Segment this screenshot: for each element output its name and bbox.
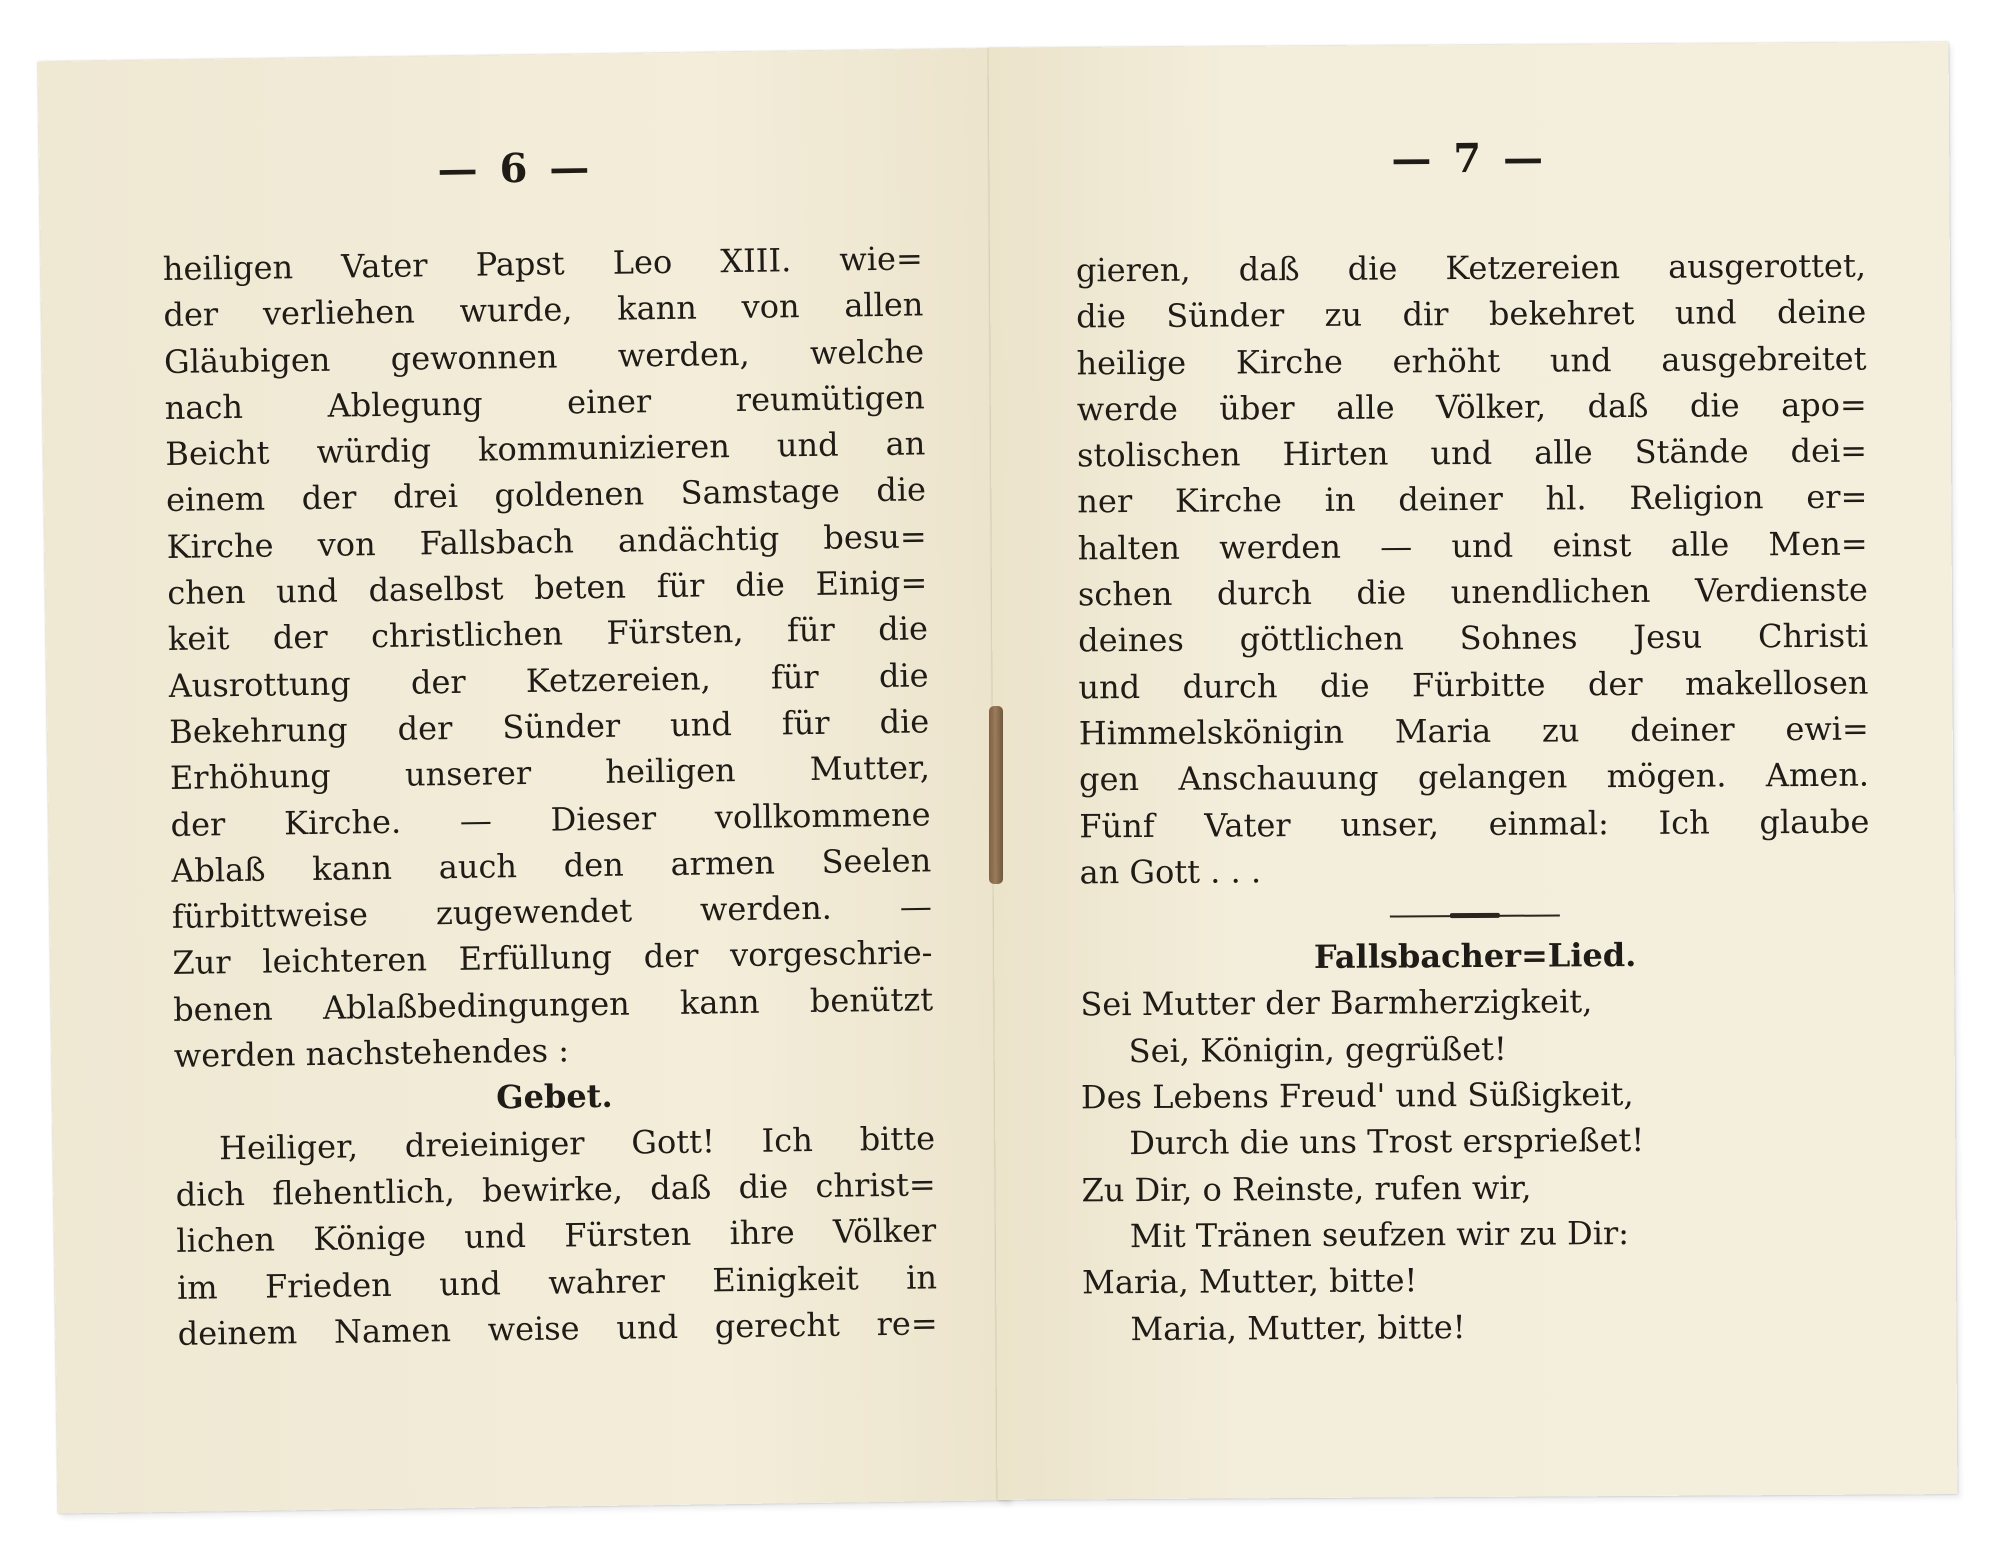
text-line: Ablaß kann auch den armen Seelen — [170, 841, 932, 890]
song-line: Des Lebens Freud' und Süßigkeit, — [1080, 1075, 1634, 1117]
text-line: Erhöhung unserer heiligen Mutter, — [169, 748, 931, 798]
text-line: nach Ablegung einer reumütigen — [164, 378, 925, 427]
song-line: Mit Tränen seufzen wir zu Dir: — [1129, 1213, 1630, 1256]
song-title: Fallsbacher=Lied. — [1313, 936, 1637, 977]
song-line: Zu Dir, o Reinste, rufen wir, — [1081, 1168, 1532, 1210]
song-line: Sei Mutter der Barmherzigkeit, — [1080, 982, 1593, 1024]
text-line: deinem Namen weise und gerecht re= — [177, 1304, 938, 1353]
text-line: Kirche von Fallsbach andächtig besu= — [166, 517, 927, 566]
text-line: der Kirche. — Dieser vollkommene — [170, 794, 931, 844]
text-line: und durch die Fürbitte der makellosen — [1078, 663, 1869, 707]
text-line: einem der drei goldenen Samstage die — [165, 470, 927, 520]
text-line: gen Anschauung gelangen mögen. Amen. — [1078, 755, 1870, 799]
text-line: stolischen Hirten und alle Stände dei= — [1076, 431, 1868, 475]
text-line: Himmelskönigin Maria zu deiner ewi= — [1078, 709, 1869, 753]
song-line: Maria, Mutter, bitte! — [1130, 1307, 1466, 1348]
text-line: fürbittweise zugewendet werden. — — [171, 887, 933, 937]
text-line: heilige Kirche erhöht und ausgebreitet — [1076, 339, 1867, 383]
page-number-left: — 6 — — [437, 143, 594, 194]
text-line: chen und daselbst beten für die Einig= — [167, 563, 928, 613]
left-page-text — [162, 235, 937, 1357]
text-line: gieren, daß die Ketzereien ausgerottet, — [1075, 246, 1867, 290]
text-line: im Frieden und wahrer Einigkeit in — [176, 1257, 938, 1307]
left-paragraph-2 — [175, 1115, 938, 1357]
page-number-right: — 7 — — [1391, 134, 1548, 183]
song-line: Sei, Königin, gegrüßet! — [1128, 1029, 1507, 1070]
text-line: ner Kirche in deiner hl. Religion er= — [1077, 478, 1868, 521]
left-page — [38, 48, 1010, 1513]
text-line: benen Ablaßbedingungen kann benützt — [172, 980, 934, 1029]
ornamental-rule — [1390, 907, 1560, 926]
text-line: halten werden — und einst alle Men= — [1077, 524, 1868, 568]
song-line: Maria, Mutter, bitte! — [1082, 1261, 1418, 1302]
text-line: Heiliger, dreieiniger Gott! Ich bitte — [218, 1118, 936, 1167]
text-line: Zur leichteren Erfüllung der vorgeschrie- — [172, 933, 933, 983]
right-page-text — [1076, 243, 1873, 1353]
text-line: Ausrottung der Ketzereien, für die — [168, 656, 929, 705]
left-paragraph-1 — [162, 235, 934, 1079]
right-paragraph-1 — [1076, 243, 1870, 896]
prayer-heading: Gebet. — [495, 1077, 613, 1117]
binding-staple — [989, 706, 1003, 884]
text-line: deines göttlichen Sohnes Jesu Christi — [1078, 616, 1869, 660]
text-line: an Gott . . . — [1079, 852, 1262, 892]
text-line: werden nachstehendes : — [173, 1031, 570, 1075]
text-line: Beicht würdig kommunizieren und an — [165, 424, 926, 474]
right-page — [989, 42, 1958, 1500]
text-line: lichen Könige und Fürsten ihre Völker — [176, 1211, 937, 1261]
text-line: schen durch die unendlichen Verdienste — [1077, 570, 1869, 614]
song-line: Durch die uns Trost ersprießet! — [1129, 1121, 1645, 1163]
text-line: die Sünder zu dir bekehret und deine — [1076, 292, 1867, 336]
text-line: Gläubigen gewonnen werden, welche — [163, 331, 925, 381]
text-line: Fünf Vater unser, einmal: Ich glaube — [1079, 802, 1870, 845]
text-line: dich flehentlich, bewirke, daß die christ= — [175, 1165, 936, 1214]
song-verses — [1080, 977, 1872, 1352]
text-line: keit der christlichen Fürsten, für die — [167, 609, 929, 659]
text-line: heiligen Vater Papst Leo XIII. wie= — [162, 239, 924, 288]
text-line: Bekehrung der Sünder und für die — [169, 702, 930, 751]
text-line: werde über alle Völker, daß die apo= — [1076, 385, 1867, 429]
text-line: der verliehen wurde, kann von allen — [163, 285, 924, 335]
